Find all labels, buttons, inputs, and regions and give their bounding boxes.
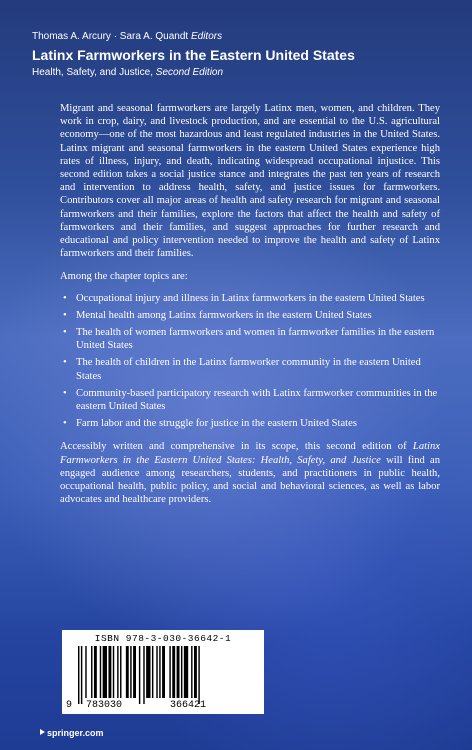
- closing-before: Accessibly written and comprehensive in its scope, this second edition of: [60, 441, 413, 453]
- list-item: • Farm labor and the struggle for justice in the eastern United States: [76, 417, 440, 430]
- closing-after: will find an engaged audience among researchers, students, and practitioners in public health, occupational health, public policy, and social and behavioral sciences, as well as labor advocates and healthcare providers.: [60, 454, 440, 506]
- ean-first-digit: 9: [66, 700, 73, 711]
- list-item: • Community-based participatory research with Latinx farmworker communities in the eastern United States: [76, 387, 440, 413]
- editors-line: [32, 30, 452, 43]
- book-title: Latinx Farmworkers in the Eastern United States: [32, 47, 355, 63]
- topics-lead: Among the chapter topics are:: [60, 271, 188, 283]
- barcode-icon: [74, 646, 254, 704]
- back-cover-header: [32, 30, 452, 80]
- isbn-text: ISBN 978-3-030-36642-1: [94, 633, 232, 644]
- list-item: • Mental health among Latinx farmworkers in the eastern United States: [76, 309, 440, 322]
- list-item: • Occupational injury and illness in Latinx farmworkers in the eastern United States: [76, 292, 440, 305]
- topics-list: [60, 292, 440, 431]
- editors-role: Editors: [190, 31, 223, 42]
- list-item: • The health of women farmworkers and women in farmworker families in the eastern United States: [76, 326, 440, 352]
- intro-paragraph: Migrant and seasonal farmworkers are largely Latinx men, women, and children. They work in crop, dairy, and livestock production, and are essential to the U.S. agricultural economy—one of the most hazardous and least regulated industries in the United States. Latinx migrant and seasonal farmworkers in the eastern United States experience high rates of illness, injury, and death, indicating widespread occupational injustice. This second edition takes a social justice stance and integrates the past ten years of research and intervention to address health, safety, and justice issues for farmworkers. Contributors cover all major areas of health and safety research for migrant and seasonal farmworkers and their families, explore the factors that affect the health and safety of farmworkers and their families, and suggest approaches for further research and educational and policy intervention needed to improve the health and safety of Latinx farmworkers and their families.: [60, 103, 440, 260]
- publisher-text: springer.com: [47, 728, 104, 738]
- book-subtitle: [32, 66, 452, 80]
- subtitle-text: Health, Safety, and Justice,: [32, 67, 153, 78]
- list-item: • The health of children in the Latinx farmworker community in the eastern United States: [76, 356, 440, 382]
- ean-right-digits: 366421: [170, 700, 207, 711]
- publisher-link[interactable]: [40, 728, 104, 738]
- barcode-box: [62, 630, 264, 714]
- blurb: [60, 102, 440, 506]
- ean-left-digits: 783030: [86, 700, 123, 711]
- closing-title-italic: Latinx Farmworkers in the Eastern United States: Health, Safety, and Justice: [60, 441, 440, 466]
- closing-paragraph: [60, 440, 440, 506]
- edition-text: Second Edition: [155, 67, 224, 78]
- authors: Thomas A. Arcury · Sara A. Quandt: [32, 31, 189, 42]
- arrow-icon: [40, 729, 45, 735]
